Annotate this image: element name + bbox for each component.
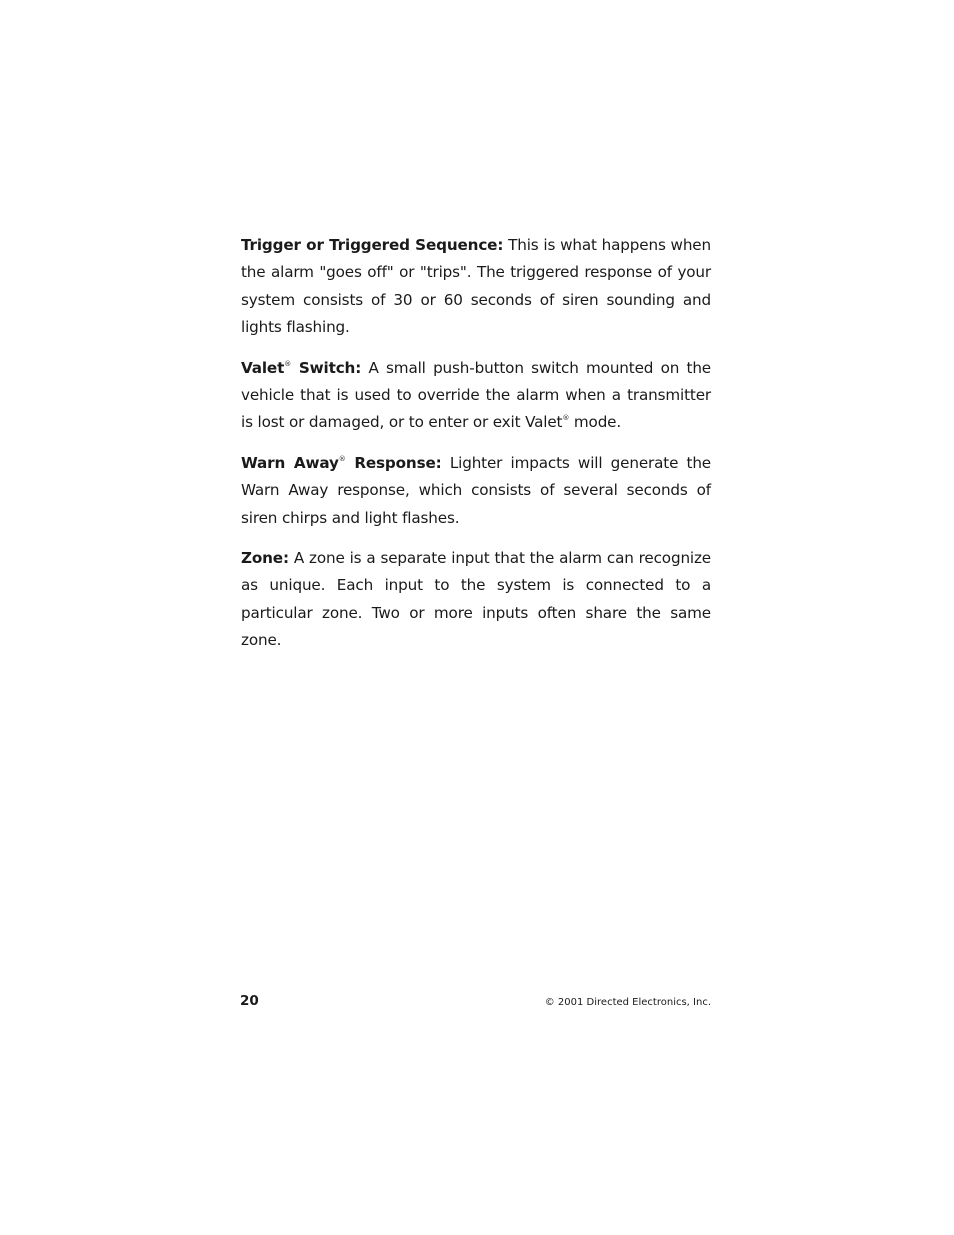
registered-mark: ®: [284, 359, 292, 368]
glossary-entry-warn-away: [241, 450, 711, 532]
term-valet: [241, 359, 361, 377]
definition-trigger: This is what happens when the alarm "goes off" or "trips". The triggered response of your system consists of 30 or 60 seconds of siren sounding and lights flashing.: [241, 236, 711, 337]
term-warn-away-response: Response:: [354, 453, 442, 472]
glossary-content: [241, 232, 711, 668]
glossary-entry-trigger: [241, 232, 711, 342]
term-valet-word: Valet: [241, 358, 285, 377]
definition-valet: A small push-button switch mounted on the vehicle that is used to override the alarm when a transmitter is lost or damaged, or to enter or exit Valet: [241, 358, 711, 432]
glossary-entry-zone: [241, 545, 711, 655]
registered-mark: ®: [338, 454, 346, 463]
term-zone: Zone:: [241, 549, 289, 568]
definition-zone: A zone is a separate input that the alarm can recognize as unique. Each input to the system is connected to a particular zone. Two or more inputs often share the same zone.: [241, 549, 712, 650]
copyright-notice: © 2001 Directed Electronics, Inc.: [544, 997, 711, 1008]
glossary-entry-valet: [241, 355, 711, 437]
registered-mark: ®: [562, 414, 570, 423]
definition-warn-away: Lighter impacts will generate the Warn Away response, which consists of several seconds of siren chirps and light flashes.: [241, 453, 711, 527]
term-valet-switch: Switch:: [298, 358, 362, 377]
definition-valet-end: mode.: [573, 413, 622, 432]
page-number: 20: [240, 993, 259, 1009]
term-warn-away: [241, 454, 442, 472]
term-trigger: Trigger or Triggered Sequence:: [241, 236, 504, 254]
term-warn-away-word: Warn Away: [241, 453, 339, 472]
